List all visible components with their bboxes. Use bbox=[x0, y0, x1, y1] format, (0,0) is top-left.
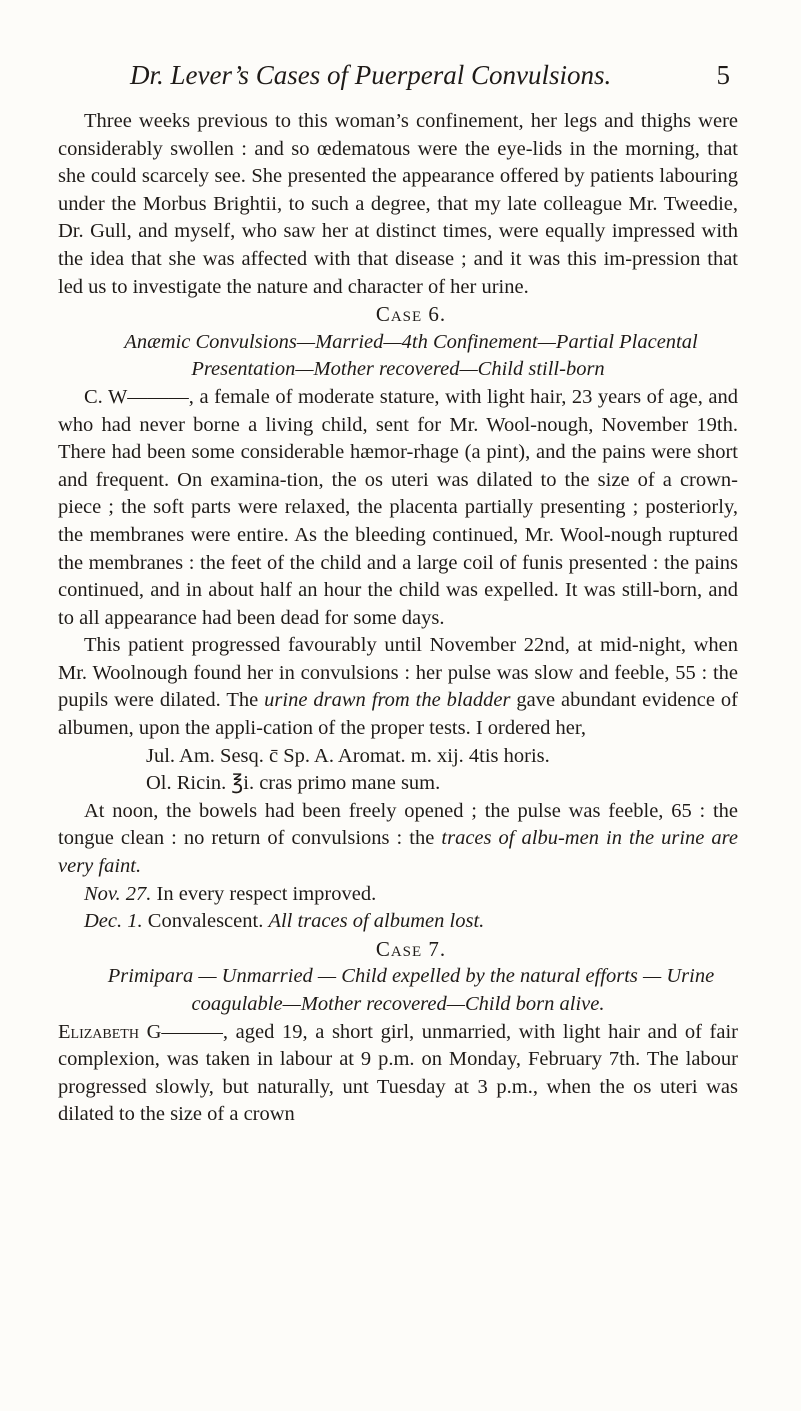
prescription-line-1: Jul. Am. Sesq. c̄ Sp. A. Aromat. m. xij. 4tis horis. bbox=[146, 744, 550, 767]
date-dec-1: Dec. 1. bbox=[84, 910, 143, 933]
case-6-heading: Case 6. bbox=[375, 302, 447, 327]
page-number: 5 bbox=[716, 60, 730, 90]
case-6-paragraph-dec1 bbox=[58, 908, 738, 936]
case-6-p3-emphasis: traces of albu-men in the urine are very faint. bbox=[58, 827, 738, 878]
case-6-paragraph-3 bbox=[58, 798, 738, 881]
case-7-title: Primipara — Unmarried — Child expelled by the natural efforts — Urine coagulable—Mother recovered—Child born alive. bbox=[107, 965, 715, 1015]
case-6-p2-text-b: gave abundant evidence of albumen, upon the appli-cation of the proper tests. I ordered her, bbox=[58, 689, 738, 740]
case-6-p2-text-a: This patient progressed favourably until November 22nd, at mid-night, when Mr. Woolnough found her in convulsions : her pulse was slow and feeble, 55 : the pupils were dilated. The bbox=[58, 634, 738, 712]
case-6-dec1-emphasis: All traces of albumen lost. bbox=[268, 910, 485, 933]
patient-name: Elizabeth G——— bbox=[58, 1020, 223, 1043]
case-7-p1-text: , aged 19, a short girl, unmarried, with light hair and of fair complexion, was taken in labour at 9 p.m. on Monday, February 7th. The labour progressed slowly, but naturally, unt Tuesday at 3 p.m., when the os uteri was dilated to the size of a crown bbox=[58, 1020, 738, 1126]
case-6-nov27-text: In every respect improved. bbox=[151, 882, 377, 905]
running-title: Dr. Lever’s Cases of Puerperal Convulsions. bbox=[130, 60, 612, 90]
paragraph-oedema: Three weeks previous to this woman’s confinement, her legs and thighs were considerably swollen : and so œdematous were the eye-lids in the morning, that she could scarcely see. She presented the appearance offered by patients labouring under the Morbus Brightii, to such a degree, that my late colleague Mr. Tweedie, Dr. Gull, and myself, who saw her at distinct times, were equally impressed with the idea that she was affected with that disease ; and it was this im-pression that led us to investigate the nature and character of her urine. bbox=[58, 110, 738, 298]
case-6-dec1-text: Convalescent. bbox=[142, 910, 269, 933]
case-6-title: Anæmic Convulsions—Married—4th Confinement—Partial Placental Presentation—Mother recovered—Child still-born bbox=[124, 330, 698, 381]
case-6-p2-emphasis: urine drawn from the bladder bbox=[264, 689, 511, 712]
body-text bbox=[58, 108, 738, 1129]
case-6-paragraph-nov27 bbox=[58, 881, 738, 909]
case-6-p3-text: At noon, the bowels had been freely opened ; the pulse was feeble, 65 : the tongue clean : no return of convulsions : the bbox=[58, 799, 738, 850]
prescription-line-2: Ol. Ricin. ℥i. cras primo mane sum. bbox=[146, 772, 441, 795]
case-6-paragraph-2 bbox=[58, 632, 738, 742]
page-header bbox=[130, 60, 730, 100]
case-7-heading: Case 7. bbox=[375, 936, 447, 961]
case-7-paragraph-1 bbox=[58, 1019, 738, 1129]
case-6-paragraph-1: C. W———, a female of moderate stature, with light hair, 23 years of age, and who had never borne a living child, sent for Mr. Wool-nough, November 19th. There had been some considerable hæmor-rhage (a pint), and the pains were short and frequent. On examina-tion, the os uteri was dilated to the size of a crown-piece ; the soft parts were relaxed, the placenta partially presenting ; posteriorly, the membranes were entire. As the bleeding continued, Mr. Wool-nough ruptured the membranes : the feet of the child and a large coil of funis presented : the pains continued, and in about half an hour the child was expelled. It was still-born, and to all appearance had been dead for some days. bbox=[58, 385, 738, 629]
date-nov-27: Nov. 27. bbox=[84, 882, 152, 905]
